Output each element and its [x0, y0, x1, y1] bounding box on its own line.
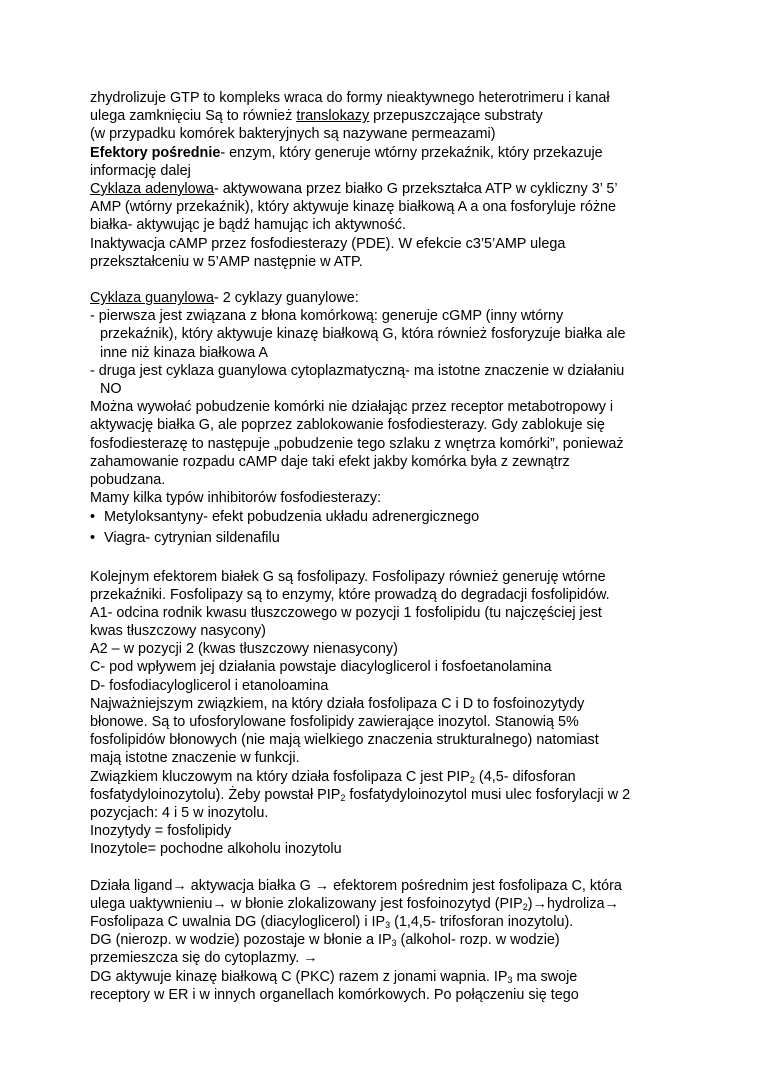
text-line: Mamy kilka typów inhibitorów fosfodiesterazy: — [90, 490, 382, 507]
text-line: pozycjach: 4 i 5 w inozytolu. — [90, 804, 269, 821]
text-line: zhydrolizuje GTP to kompleks wraca do formy nieaktywnego heterotrimeru i kanał — [90, 90, 610, 106]
text-line — [90, 786, 690, 804]
text-line — [90, 931, 690, 949]
text-line: NO — [100, 381, 122, 397]
text-line: informację dalej — [90, 162, 191, 179]
text-line: przekaźniki. Fosfolipazy są to enzymy, które prowadzą do degradacji fosfolipidów. — [90, 586, 610, 603]
text-line — [90, 768, 690, 786]
arrow-right-icon: → — [172, 877, 187, 894]
text-line — [90, 289, 690, 307]
text-line: fosfolipidów błonowych (nie mają wielkiego znaczenia strukturalnego) natomiast — [90, 732, 599, 749]
blank-line — [90, 549, 690, 567]
text-line: białka- aktywując je bądź hamując ich aktywność. — [90, 217, 406, 234]
heading-efektory-posrednie: Efektory pośrednie — [90, 144, 221, 161]
text-line: receptory w ER i w innych organellach komórkowych. Po połączeniu się tego — [90, 986, 579, 1003]
text-line: błonowe. Są to ufosforylowane fosfolipidy zawierające inozytol. Stanowią 5% — [90, 714, 579, 730]
text-line: C- pod wpływem jej działania powstaje diacyloglicerol i fosfoetanolamina — [90, 659, 552, 676]
list-item — [90, 528, 690, 549]
term-cyklaza-adenylowa: Cyklaza adenylowa — [90, 180, 214, 197]
blank-line — [90, 271, 690, 289]
text-span: DG aktywuje kinazę białkową C (PKC) razem z jonami wapnia. IP — [90, 968, 508, 985]
document-page — [90, 89, 690, 1004]
term-translokazy: translokazy — [296, 108, 370, 125]
text-span: (4,5- difosforan — [474, 768, 576, 785]
term-cyklaza-guanylowa: Cyklaza guanylowa — [90, 290, 214, 307]
bullet-icon: • — [90, 509, 96, 526]
text-line: przekaźnik), który aktywuje kinazę białkową G, która również fosforyzuje białka ale — [100, 326, 626, 343]
text-line: A2 – w pozycji 2 (kwas tłuszczowy nienasycony) — [90, 641, 398, 658]
text-line: przekształceniu w 5’AMP następnie w ATP. — [90, 253, 363, 270]
arrow-right-icon: → — [212, 895, 227, 912]
blank-line — [90, 859, 690, 877]
text-span: (1,4,5- trifosforan inozytolu). — [390, 914, 574, 931]
subscript: 2 — [522, 901, 528, 912]
arrow-right-icon: → — [532, 895, 547, 912]
text-span: przemieszcza się do cytoplazmy. — [90, 950, 304, 967]
subscript: 3 — [385, 920, 391, 931]
subscript: 2 — [469, 774, 475, 785]
text-line: Inaktywacja cAMP przez fosfodiesterazy (PDE). W efekcie c3’5’AMP ulega — [90, 235, 566, 252]
list-item-text: Viagra- cytrynian sildenafilu — [104, 530, 280, 547]
text-span: - enzym, który generuje wtórny przekaźnik, który przekazuje — [220, 144, 603, 161]
text-line: - pierwsza jest związana z błona komórkową: generuje cGMP (inny wtórny — [90, 308, 564, 325]
text-span: fosfatydyloinozytolu). Żeby powstał PIP — [90, 786, 341, 803]
text-line — [90, 913, 690, 931]
text-line: pobudzana. — [90, 471, 166, 488]
text-span: hydroliza — [546, 895, 605, 912]
text-line: (w przypadku komórek bakteryjnych są nazywane permeazami) — [90, 126, 496, 143]
text-span: Fosfolipaza C uwalnia DG (diacyloglicerol) i IP — [90, 914, 386, 931]
text-span: przepuszczające substraty — [369, 108, 543, 125]
text-span: Związkiem kluczowym na który działa fosfolipaza C jest PIP — [90, 768, 470, 785]
arrow-right-icon: → — [314, 877, 330, 894]
subscript: 3 — [507, 974, 513, 985]
text-line — [90, 107, 690, 125]
text-line: A1- odcina rodnik kwasu tłuszczowego w pozycji 1 fosfolipidu (tu najczęściej jest — [90, 604, 602, 621]
text-line: Kolejnym efektorem białek G są fosfolipazy. Fosfolipazy również generuję wtórne — [90, 568, 606, 585]
text-line: D- fosfodiacyloglicerol i etanoloamina — [90, 677, 329, 694]
text-span: w błonie zlokalizowany jest fosfoinozytyd (PIP — [226, 895, 523, 912]
text-line — [90, 968, 690, 986]
text-line — [90, 877, 690, 895]
text-line: zahamowanie rozpadu cAMP daje taki efekt jakby komórka była z zewnątrz — [90, 453, 570, 470]
text-line: aktywację białka G, ale poprzez zablokowanie fosfodiesterazy. Gdy zablokuje się — [90, 417, 605, 434]
text-line: - druga jest cyklaza guanylowa cytoplazmatyczną- ma istotne znaczenie w działaniu — [90, 362, 625, 379]
arrow-right-icon: → — [604, 895, 619, 912]
text-line: AMP (wtórny przekaźnik), który aktywuje kinazę białkową A a ona fosforyluje różne — [90, 199, 617, 216]
bullet-icon: • — [90, 530, 96, 547]
text-span: ulega zamknięciu Są to również — [90, 108, 297, 125]
arrow-right-icon: → — [303, 950, 318, 967]
text-line: mają istotne znaczenie w funkcji. — [90, 750, 300, 767]
text-span: Działa ligand — [90, 877, 173, 894]
text-span: ma swoje — [512, 968, 578, 985]
text-span: efektorem pośrednim jest fosfolipaza C, która — [329, 877, 622, 894]
text-line: kwas tłuszczowy nasycony) — [90, 623, 266, 640]
text-line — [90, 144, 690, 162]
list-item — [90, 507, 690, 528]
subscript: 3 — [391, 938, 397, 949]
text-line — [90, 180, 690, 198]
text-line — [90, 895, 690, 913]
text-span: DG (nierozp. w wodzie) pozostaje w błonie a IP — [90, 932, 392, 949]
subscript: 2 — [340, 792, 346, 803]
text-span: - aktywowana przez białko G przekształca ATP w cykliczny 3’ 5’ — [214, 180, 618, 197]
list-item-text: Metyloksantyny- efekt pobudzenia układu adrenergicznego — [104, 509, 480, 526]
text-line: Inozytydy = fosfolipidy — [90, 823, 232, 840]
text-line: Najważniejszym związkiem, na który działa fosfolipaza C i D to fosfoinozytydy — [90, 695, 585, 712]
text-line: Można wywołać pobudzenie komórki nie działając przez receptor metabotropowy i — [90, 399, 614, 416]
text-line: inne niż kinaza białkowa A — [100, 344, 268, 361]
text-line: fosfodiesterazę to następuje „pobudzenie tego szlaku z wnętrza komórki”, ponieważ — [90, 435, 624, 452]
text-line: Inozytole= pochodne alkoholu inozytolu — [90, 841, 342, 858]
text-span: ulega uaktywnieniu — [90, 895, 213, 912]
text-span: aktywacja białka G — [186, 877, 315, 894]
text-span: fosfatydyloinozytol musi ulec fosforylacji w 2 — [345, 786, 631, 803]
text-span: ) — [527, 895, 533, 912]
text-span: (alkohol- rozp. w wodzie) — [396, 932, 560, 949]
text-span: - 2 cyklazy guanylowe: — [214, 290, 359, 307]
text-line — [90, 949, 690, 967]
